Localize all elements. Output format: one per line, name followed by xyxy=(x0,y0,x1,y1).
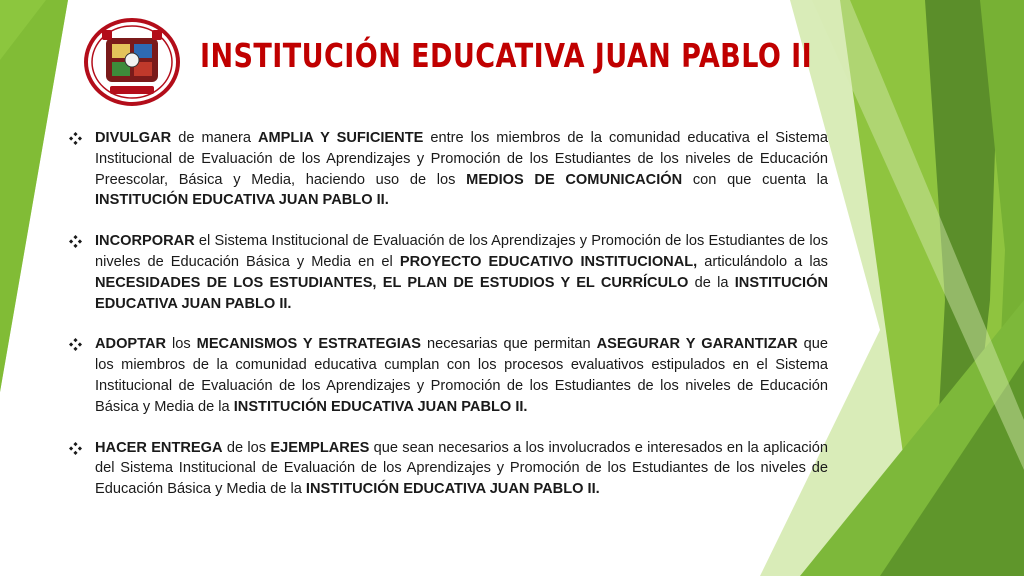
diamond-dots-icon xyxy=(69,442,82,455)
bullet-item xyxy=(68,438,828,500)
bullet-item xyxy=(68,334,828,417)
bullet-text: INCORPORAR el Sistema Institucional de Evaluación de los Aprendizajes y Promoción de los Estudiantes de los niveles de Educación Básica y Media en el PROYECTO EDUCATIVO INSTITUCIONAL, articulándolo a las NECESIDADES DE LOS ESTUDIANTES, EL PLAN DE ESTUDIOS Y EL CURRÍCULO de la INSTITUCIÓN EDUCATIVA JUAN PABLO II. xyxy=(95,233,828,312)
diamond-dots-icon xyxy=(69,338,82,351)
bullet-list xyxy=(68,128,828,520)
bullet-item xyxy=(68,128,828,211)
diamond-dots-icon xyxy=(69,132,82,145)
bullet-text: DIVULGAR de manera AMPLIA Y SUFICIENTE entre los miembros de la comunidad educativa el Sistema Institucional de Evaluación de los Aprendizajes y Promoción de los Estudiantes de los niveles de Educación Preescolar, Básica y Media, haciendo uso de los MEDIOS DE COMUNICACIÓN con que cuenta la INSTITUCIÓN EDUCATIVA JUAN PABLO II. xyxy=(95,130,828,209)
bullet-item xyxy=(68,231,828,314)
diamond-dots-icon xyxy=(69,235,82,248)
slide-title: INSTITUCIÓN EDUCATIVA JUAN PABLO II xyxy=(200,36,813,75)
bullet-text: ADOPTAR los MECANISMOS Y ESTRATEGIAS necesarias que permitan ASEGURAR Y GARANTIZAR que los miembros de la comunidad educativa cumplan con los procesos evaluativos estipulados en el Sistema Institucional de Evaluación de los Aprendizajes y Promoción de los Estudiantes de los niveles de Educación Básica y Media de la INSTITUCIÓN EDUCATIVA JUAN PABLO II. xyxy=(95,336,829,415)
school-crest-icon xyxy=(84,18,180,106)
bullet-text: HACER ENTREGA de los EJEMPLARES que sean necesarios a los involucrados e interesados en la aplicación del Sistema Institucional de Evaluación de los Aprendizajes y Promoción de los Estudiantes de los niveles de Educación Básica y Media de la INSTITUCIÓN EDUCATIVA JUAN PABLO II. xyxy=(95,439,829,498)
